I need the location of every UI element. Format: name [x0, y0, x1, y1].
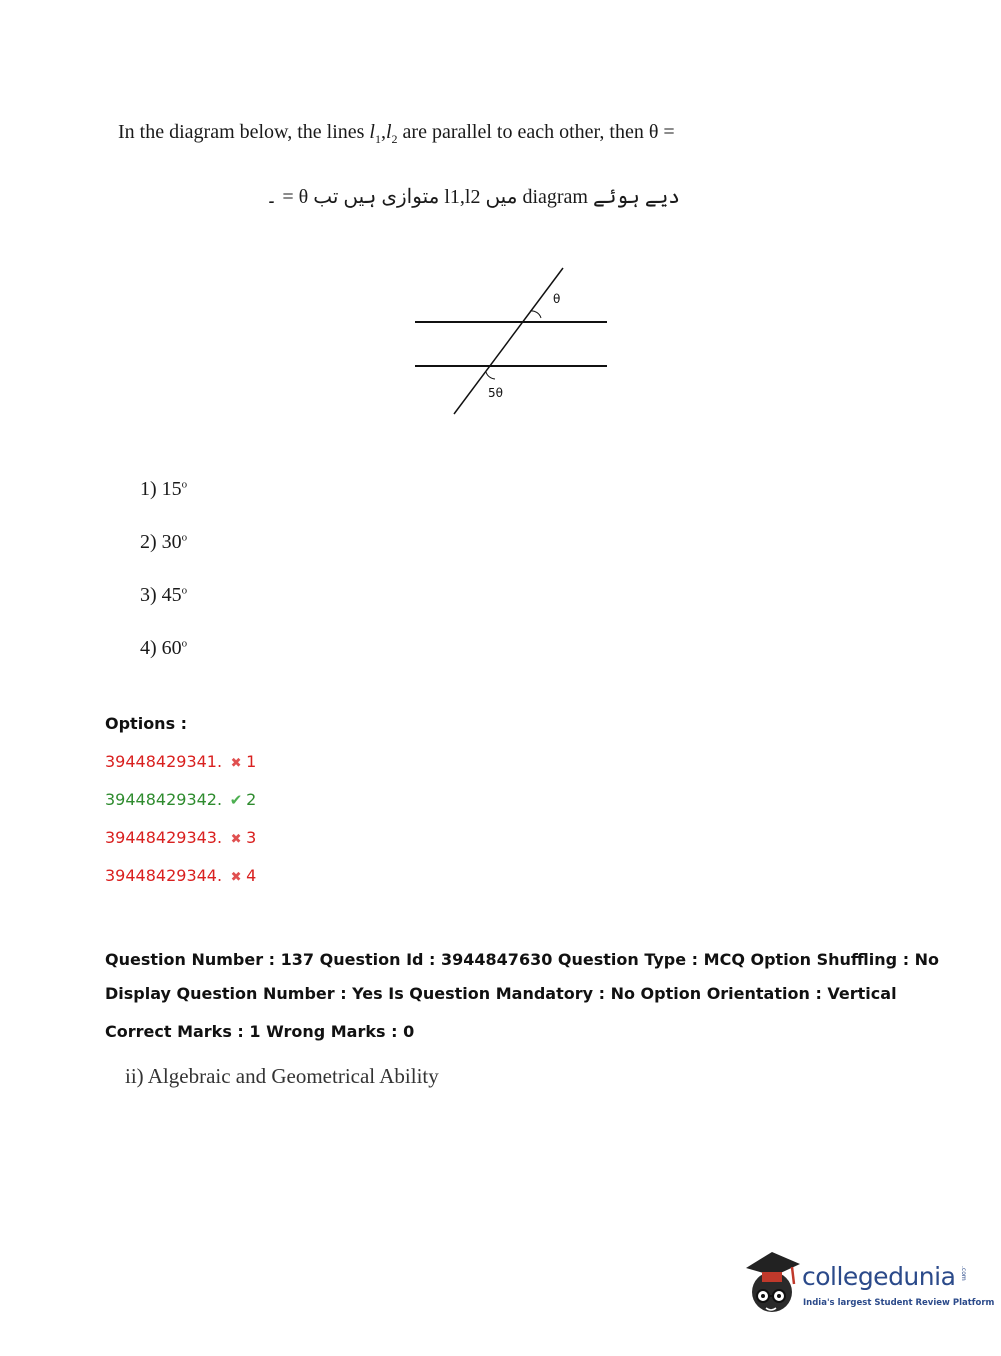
mascot-icon — [742, 1250, 802, 1320]
section-title: ii) Algebraic and Geometrical Ability — [125, 1064, 439, 1088]
cross-icon: ✖ — [230, 870, 242, 885]
angle-arc-bottom — [486, 372, 495, 379]
option-value: 1 — [246, 752, 257, 771]
question-meta-line-3: Correct Marks : 1 Wrong Marks : 0 — [105, 1022, 415, 1041]
option-value: 2 — [246, 790, 257, 809]
question-meta-line-1: Question Number : 137 Question Id : 3944847630 Question Type : MCQ Option Shuffling : No — [105, 950, 940, 969]
option-id: 39448429342. — [105, 790, 223, 809]
choice-4: 4) 60$^o$ — [140, 637, 188, 659]
logo-com: .com — [960, 1266, 967, 1281]
logo-tagline: India's largest Student Review Platform — [803, 1298, 995, 1308]
option-value: 4 — [246, 866, 257, 885]
question-meta-line-2: Display Question Number : Yes Is Question Mandatory : No Option Orientation : Vertical — [105, 984, 897, 1003]
angle-label-5theta: 5θ — [488, 386, 503, 400]
angle-label-theta: θ — [553, 292, 561, 306]
option-row — [105, 790, 256, 809]
option-id: 39448429343. — [105, 828, 223, 847]
choice-3: 3) 45$^o$ — [140, 584, 188, 606]
option-id: 39448429341. — [105, 752, 223, 771]
choice-1: 1) 15$^o$ — [140, 478, 188, 500]
cross-icon: ✖ — [230, 756, 242, 771]
collegedunia-logo — [742, 1250, 995, 1320]
angle-arc-top — [530, 311, 541, 318]
check-icon: ✔ — [229, 791, 243, 809]
option-row — [105, 752, 256, 771]
option-row — [105, 828, 256, 847]
option-id: 39448429344. — [105, 866, 223, 885]
transversal-line — [454, 268, 563, 414]
choice-2: 2) 30$^o$ — [140, 531, 188, 553]
option-row — [105, 866, 256, 885]
question-text: In the diagram below, the lines $l_1,l_2$ are parallel to each other, then θ = — [118, 121, 675, 146]
options-label: Options : — [105, 714, 188, 733]
option-value: 3 — [246, 828, 257, 847]
question-text-urdu: دیے ہوئے diagram میں l1,l2 متوازی ہیں تب θ = ۔ — [265, 186, 680, 208]
logo-wordmark: collegedunia — [802, 1262, 956, 1291]
parallel-lines-diagram — [410, 262, 620, 422]
cross-icon: ✖ — [230, 832, 242, 847]
